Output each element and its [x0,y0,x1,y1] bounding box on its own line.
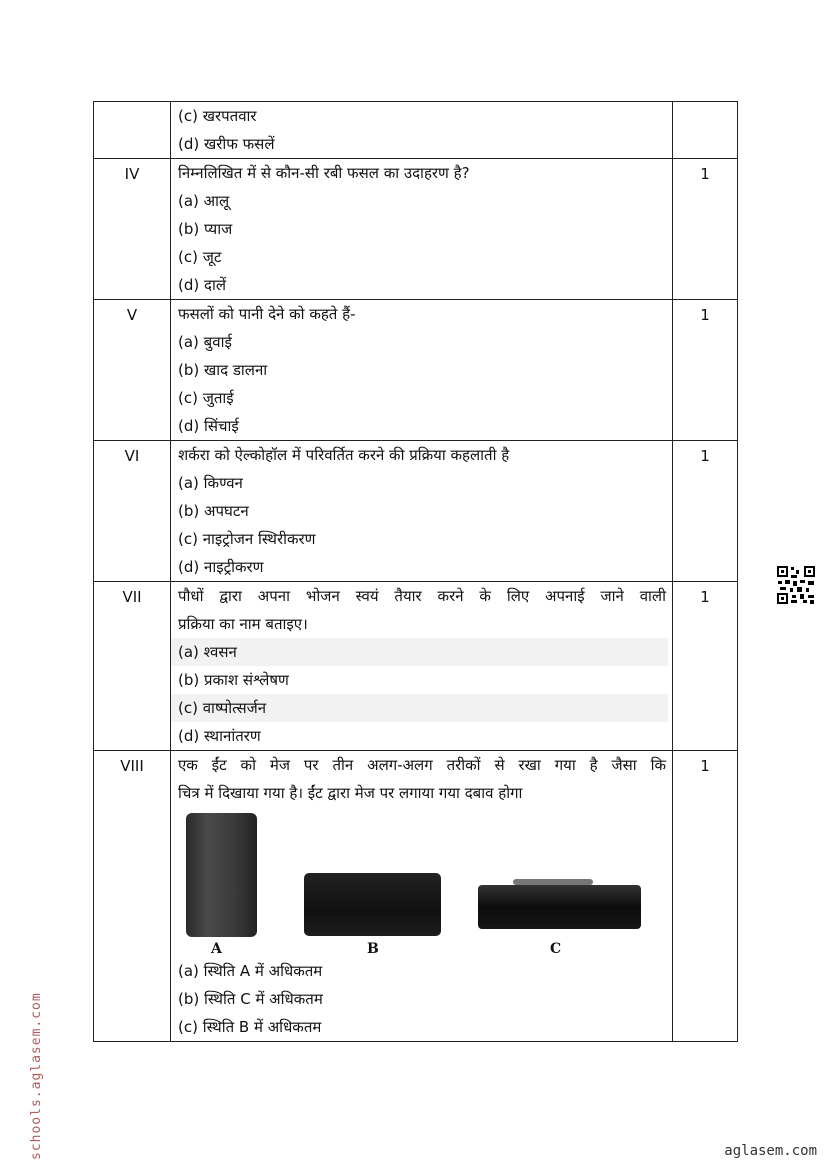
brick-b-image [304,873,441,936]
table-row [94,582,738,751]
brick-figure [171,807,672,957]
table-row [94,751,738,1042]
question-cell [171,582,673,751]
option-c: (c) वाष्पोत्सर्जन [171,694,668,722]
option-c: (c) स्थिति B में अधिकतम [178,1018,322,1036]
marks-cell: 1 [673,300,738,441]
option-d: (d) नाइट्रीकरण [178,558,264,576]
table-row [94,159,738,300]
marks-cell: 1 [673,751,738,1042]
brick-a-image [186,813,257,937]
marks-cell: 1 [673,159,738,300]
question-text-continued: चित्र में दिखाया गया है। ईंट द्वारा मेज पर लगाया गया दबाव होगा [178,784,523,802]
question-cell [171,300,673,441]
option-b: (b) अपघटन [178,502,249,520]
option-a: (a) स्थिति A में अधिकतम [178,962,323,980]
bottom-watermark: aglasem.com [724,1143,817,1159]
question-table [93,101,738,1042]
option-a: (a) आलू [178,192,230,210]
option-b: (b) खाद डालना [178,361,268,379]
figure-label-b: B [367,941,379,957]
marks-cell: 1 [673,582,738,751]
figure-label-c: C [550,941,562,957]
figure-label-a: A [211,941,222,957]
table-row [94,102,738,159]
question-text: फसलों को पानी देने को कहते हैं- [178,305,356,323]
question-number-cell [94,102,171,159]
brick-c-image [478,885,641,929]
option-a: (a) श्वसन [171,638,668,666]
option-d: (d) खरीफ फसलें [178,135,275,153]
option-d: (d) स्थानांतरण [178,727,261,745]
option-a: (a) बुवाई [178,333,232,351]
question-number-cell: VIII [94,751,171,1042]
qr-code-icon [776,565,816,605]
marks-cell: 1 [673,441,738,582]
option-a: (a) किण्वन [178,474,243,492]
option-d: (d) सिंचाई [178,417,239,435]
marks-cell [673,102,738,159]
table-row [94,441,738,582]
option-c: (c) जुताई [178,389,234,407]
option-c: (c) नाइट्रोजन स्थिरीकरण [178,530,316,548]
option-b: (b) प्रकाश संश्लेषण [178,671,289,689]
table-row [94,300,738,441]
question-number-cell: IV [94,159,171,300]
question-text: पौधों द्वारा अपना भोजन स्वयं तैयार करने के लिए अपनाई जाने वाली [178,587,666,605]
question-cell [171,159,673,300]
question-number-cell: V [94,300,171,441]
option-d: (d) दालें [178,276,227,294]
question-cell [171,751,673,1042]
question-number-cell: VII [94,582,171,751]
question-text-continued: प्रक्रिया का नाम बताइए। [178,615,308,633]
question-text: एक ईंट को मेज पर तीन अलग-अलग तरीकों से रखा गया है जैसा कि [178,756,666,774]
side-watermark: schools.aglasem.com [29,992,44,1160]
question-text: निम्नलिखित में से कौन-सी रबी फसल का उदाहरण है? [178,164,470,182]
question-number-cell: VI [94,441,171,582]
option-b: (b) प्याज [178,220,233,238]
option-c: (c) खरपतवार [178,107,257,125]
question-text: शर्करा को ऐल्कोहॉल में परिवर्तित करने की प्रक्रिया कहलाती है [178,446,510,464]
question-cell [171,102,673,159]
option-c: (c) जूट [178,248,222,266]
option-b: (b) स्थिति C में अधिकतम [178,990,323,1008]
question-cell [171,441,673,582]
